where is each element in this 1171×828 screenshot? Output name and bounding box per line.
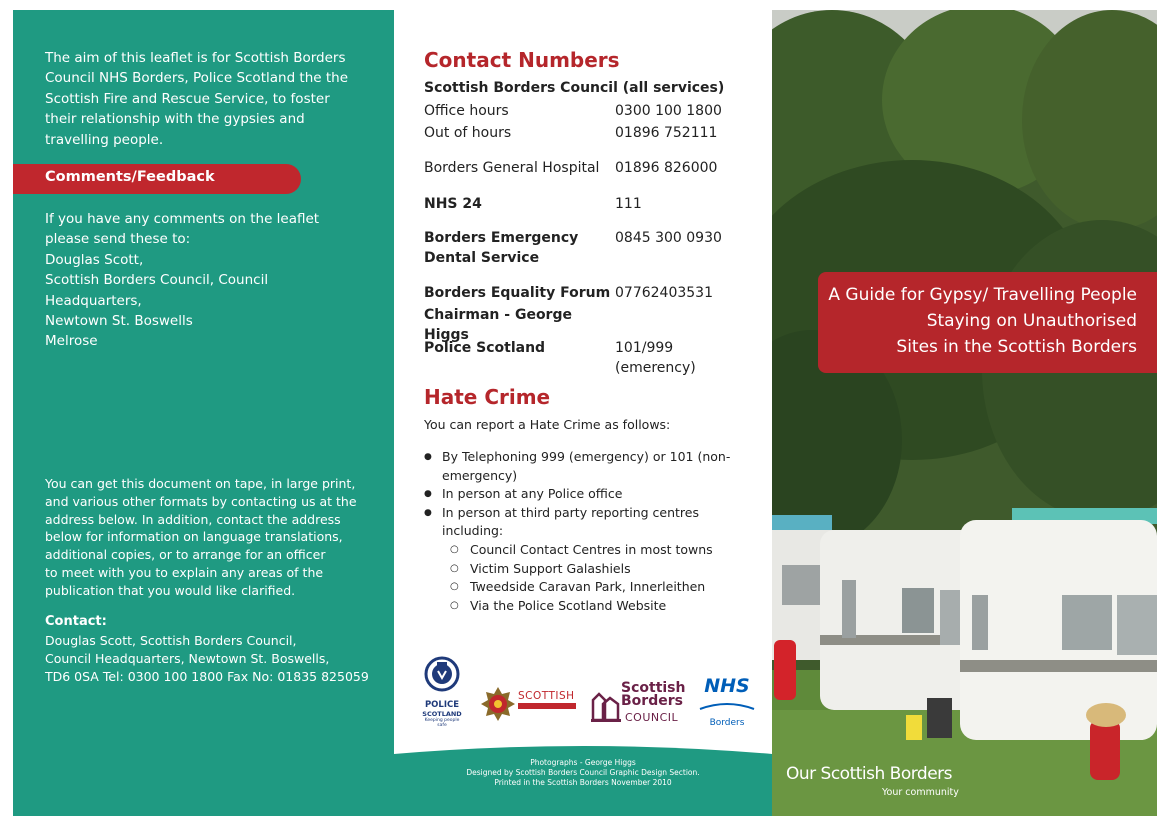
feedback-heading-band [13, 164, 301, 194]
nhs-borders-logo [698, 676, 756, 728]
council-heading: Scottish Borders Council (all services) [424, 80, 725, 96]
nhs-logo-text: NHS [704, 675, 750, 697]
police-logo-text: SCOTLAND [422, 710, 462, 718]
row-number-line: (emerency) [615, 360, 696, 376]
feedback-line: please send these to: [45, 231, 191, 248]
hate-crime-list [424, 448, 754, 615]
council-logo-name [621, 682, 685, 708]
fire-badge-icon [480, 686, 516, 722]
reporting-centres-list [442, 541, 754, 615]
sub-list-item: ○ Tweedside Caravan Park, Innerleithen [442, 578, 754, 597]
fire-logo-bar [518, 703, 576, 709]
formats-line: and various other formats by contacting us at the [45, 493, 357, 509]
cover-panel [772, 10, 1157, 816]
our-scottish-borders-logo [786, 764, 959, 798]
police-scotland-logo [421, 656, 463, 728]
hate-crime-intro: You can report a Hate Crime as follows: [424, 417, 671, 432]
list-item [424, 504, 754, 616]
police-crest-icon [421, 656, 463, 694]
credits-line: Designed by Scottish Borders Council Graphic Design Section. [466, 768, 700, 777]
feedback-line: Douglas Scott, [45, 251, 144, 268]
feedback-line: Melrose [45, 333, 98, 350]
row-number: 01896 826000 [615, 160, 718, 176]
caravan-photo [772, 10, 1157, 816]
credits-line: Photographs - George Higgs [530, 758, 636, 767]
row-label: Office hours [424, 103, 509, 119]
feedback-text [45, 209, 365, 352]
contact-line: Council Headquarters, Newtown St. Boswells, [45, 650, 330, 666]
fire-rescue-logo [480, 686, 580, 722]
fire-logo-text: SCOTTISH [518, 690, 575, 702]
feedback-line: Scottish Borders Council, Council [45, 272, 269, 289]
nhs-swoosh-icon [698, 701, 756, 711]
formats-line: to meet with you to explain any areas of the [45, 564, 324, 580]
brand-tagline: Your community [882, 787, 959, 798]
row-label: Police Scotland [424, 340, 546, 356]
nhs-logo-subtitle: Borders [709, 718, 745, 728]
row-number: 07762403531 [615, 285, 713, 301]
alternative-formats-text [45, 475, 375, 600]
contact-details [45, 632, 385, 685]
credits-footer [394, 744, 772, 816]
row-label-line: Borders Emergency [424, 230, 579, 246]
feedback-line: If you have any comments on the leaflet [45, 211, 320, 227]
row-number: 01896 752111 [615, 125, 718, 141]
formats-line: additional copies, or to arrange for an officer [45, 547, 326, 563]
row-label: Borders General Hospital [424, 160, 600, 176]
cover-title-line: A Guide for Gypsy/ Travelling People [828, 285, 1137, 305]
partner-logos [416, 656, 756, 736]
middle-panel [394, 10, 772, 816]
sub-list-item: ○ Council Contact Centres in most towns [442, 541, 754, 560]
scottish-borders-council-logo [591, 680, 686, 726]
row-label [424, 283, 614, 345]
sub-list-item: ○ Via the Police Scotland Website [442, 597, 754, 616]
council-emblem-icon [591, 688, 621, 722]
council-logo-line: Borders [621, 693, 683, 709]
left-panel [13, 10, 394, 816]
feedback-heading: Comments/Feedback [45, 169, 215, 185]
contact-line: Douglas Scott, Scottish Borders Council, [45, 633, 297, 648]
cover-title-line: Staying on Unauthorised [926, 311, 1137, 331]
row-number: 0845 300 0930 [615, 230, 722, 246]
row-label-line: Dental Service [424, 250, 540, 266]
list-item-text: In person at third party reporting centres including: [442, 504, 700, 539]
list-item: ● In person at any Police office [424, 485, 754, 504]
row-label [424, 228, 614, 268]
contact-heading: Contact: [45, 614, 107, 629]
credits-line: Printed in the Scottish Borders November 2010 [494, 778, 672, 787]
list-item: ● By Telephoning 999 (emergency) or 101 (non-emergency) [424, 448, 754, 485]
row-number: 0300 100 1800 [615, 103, 722, 119]
aim-text: The aim of this leaflet is for Scottish Borders Council NHS Borders, Police Scotland the the Scottish Fire and Rescue Service, to foster their relationship with the gypsies and travelling people. [45, 50, 349, 148]
council-logo-council: COUNCIL [625, 711, 679, 724]
formats-line: address below. In addition, contact the address [45, 511, 341, 527]
row-label: Out of hours [424, 125, 512, 141]
feedback-line: Headquarters, [45, 292, 142, 309]
contact-line: TD6 0SA Tel: 0300 100 1800 Fax No: 01835 825059 [45, 668, 369, 684]
hate-crime-heading: Hate Crime [424, 385, 551, 409]
row-label-line: Borders Equality Forum [424, 285, 611, 301]
cover-title-line: Sites in the Scottish Borders [896, 337, 1137, 357]
row-label: NHS 24 [424, 196, 482, 212]
formats-line: below for information on language translations, [45, 529, 343, 545]
police-logo-tagline: Keeping people safe [424, 718, 460, 728]
title-banner [818, 272, 1157, 373]
council-logo-line: Scottish [621, 680, 686, 696]
credits-text [394, 758, 772, 788]
formats-line: You can get this document on tape, in large print, [45, 476, 356, 491]
cover-title [817, 282, 1137, 360]
sub-list-item: ○ Victim Support Galashiels [442, 560, 754, 579]
row-number-line: 101/999 [615, 340, 674, 356]
row-number: 111 [615, 196, 642, 212]
feedback-line: Newtown St. Boswells [45, 313, 193, 330]
contact-numbers-heading: Contact Numbers [424, 48, 620, 72]
brand-name: Our Scottish Borders [786, 764, 953, 784]
row-number [615, 338, 755, 378]
row-label-line: Chairman - George Higgs [424, 307, 572, 343]
police-logo-text: POLICE [424, 700, 460, 710]
formats-line: publication that you would like clarified. [45, 582, 296, 598]
